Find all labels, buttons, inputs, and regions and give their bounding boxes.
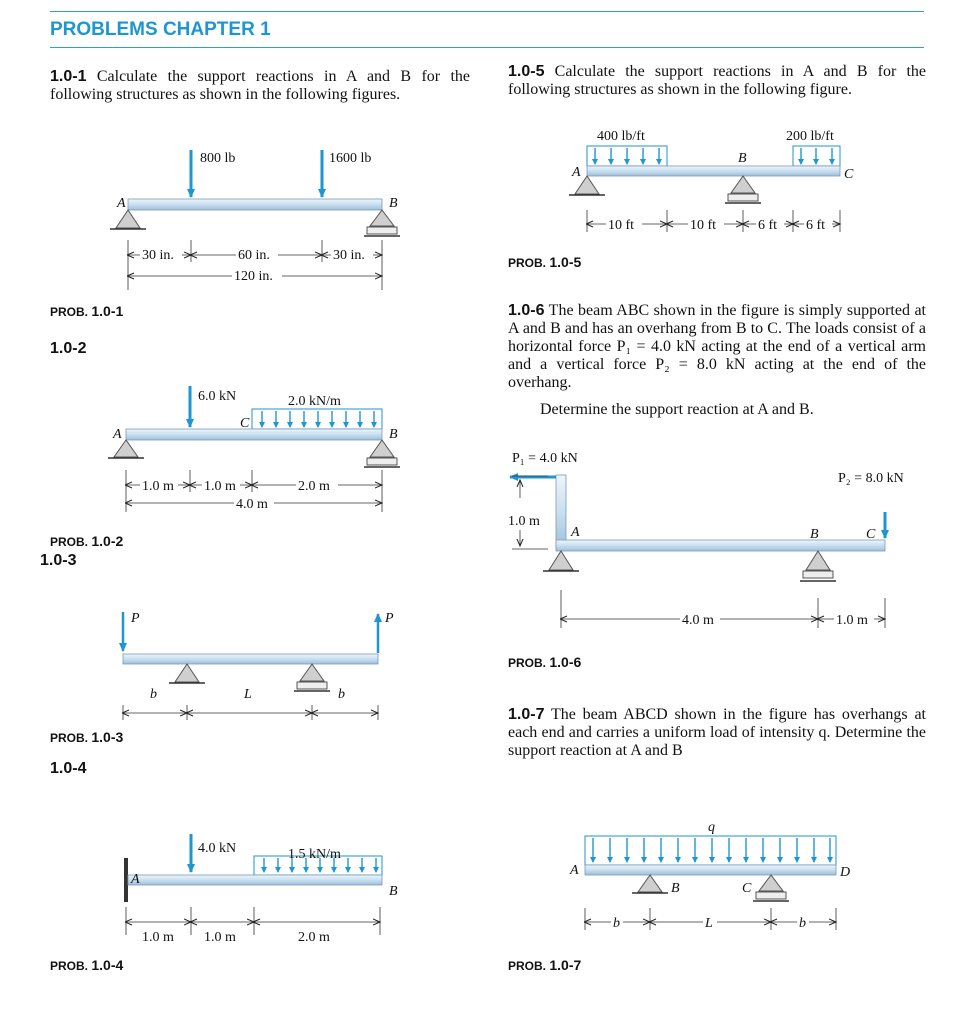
prob-prefix: PROB.: [508, 959, 547, 973]
dimension-label: 120 in.: [234, 269, 273, 284]
distributed-load-arrows: [262, 411, 374, 427]
beam: [123, 654, 378, 664]
roller-support-icon: [759, 875, 783, 891]
dimension-label: 30 in.: [142, 248, 174, 263]
dimension-label: L: [244, 687, 252, 702]
dimension-label: 2.0 m: [298, 930, 330, 945]
prob-prefix: PROB.: [50, 535, 89, 549]
problem-number: 1.0-5: [508, 63, 545, 80]
distributed-load-label: q: [708, 820, 715, 835]
point-label-C: C: [742, 881, 752, 896]
section-number-1-0-3: 1.0-3: [40, 552, 77, 569]
problem-number: 1.0-6: [508, 302, 545, 319]
problem-number: 1.0-7: [508, 706, 545, 723]
prob-number: 1.0-6: [549, 654, 582, 670]
point-label-A: A: [570, 863, 579, 878]
beam: [585, 865, 836, 875]
prob-number: 1.0-2: [91, 533, 124, 549]
beam: [128, 199, 382, 210]
load-label: 800 lb: [200, 151, 236, 166]
pin-support-icon: [175, 664, 199, 682]
point-label-B: B: [738, 151, 747, 166]
dimension-label: 30 in.: [333, 248, 365, 263]
distributed-load-label: 400 lb/ft: [597, 129, 645, 144]
figure-1-0-7: [569, 820, 850, 931]
dimension-label: 10 ft: [690, 218, 717, 233]
prob-number: 1.0-5: [549, 254, 582, 270]
dimension-label: 1.0 m: [508, 514, 540, 529]
figure-1-0-5: [569, 129, 854, 233]
load-label: P₁ = 4.0 kN: [512, 451, 578, 466]
dimension-label: 4.0 m: [236, 497, 268, 512]
prob-number: 1.0-4: [91, 957, 124, 973]
page-title: PROBLEMS CHAPTER 1: [50, 19, 271, 40]
prob-number: 1.0-3: [91, 729, 124, 745]
point-label-B: B: [671, 881, 680, 896]
load-label: 1600 lb: [329, 151, 372, 166]
pin-support-icon: [549, 551, 573, 570]
point-label-C: C: [844, 167, 854, 182]
load-label: P₂ = 8.0 kN: [838, 471, 904, 486]
beam: [128, 875, 382, 885]
point-label-C: C: [240, 416, 250, 431]
dimension-label: 4.0 m: [682, 613, 714, 628]
load-label: P: [131, 611, 140, 626]
dimension-label: 2.0 m: [298, 479, 330, 494]
beam: [587, 166, 840, 176]
point-label-B: B: [389, 196, 398, 211]
dimension-label: b: [613, 916, 620, 931]
roller-support-icon: [806, 551, 830, 570]
prob-number: 1.0-7: [549, 957, 582, 973]
dimension-label: b: [799, 916, 806, 931]
point-label-A: A: [117, 196, 126, 211]
dimension-label: 60 in.: [238, 248, 270, 263]
distributed-load-label: 1.5 kN/m: [288, 847, 341, 862]
section-number-1-0-2: 1.0-2: [50, 340, 87, 357]
roller-support-icon: [731, 176, 755, 193]
dimension-label: b: [150, 687, 157, 702]
problem-statement: The beam ABC shown in the figure is simply supported at A and B and has an overhang from B to C. The loads consist of a horizontal force P₁ = 4.0 kN acting at the end of a vertical arm and a vertical force P₂ = 8.0 kN acting at the end of the overhang.: [508, 302, 926, 391]
distributed-load-label: 2.0 kN/m: [288, 394, 341, 409]
point-label-B: B: [389, 427, 398, 442]
roller-support-icon: [370, 440, 394, 457]
problem-statement: Calculate the support reactions in A and B for the following structures as shown in the following figure.: [508, 63, 927, 98]
figure-1-0-1: [110, 150, 400, 290]
dimension-label: 1.0 m: [204, 479, 236, 494]
dimension-label: 10 ft: [608, 218, 635, 233]
load-label: 4.0 kN: [198, 841, 237, 856]
distributed-load-box: [252, 409, 382, 429]
pin-support-icon: [114, 440, 138, 457]
roller-support-icon: [300, 664, 324, 681]
point-label-A: A: [131, 872, 140, 887]
load-label: 6.0 kN: [198, 389, 237, 404]
dimension-label: 1.0 m: [204, 930, 236, 945]
vertical-arm: [556, 475, 566, 549]
pin-support-icon: [638, 875, 662, 892]
point-label-B: B: [810, 527, 819, 542]
problem-1-0-6-instruction: Determine the support reaction at A and B.: [540, 401, 814, 418]
figure-1-0-3: [123, 611, 394, 720]
distributed-load-label: 200 lb/ft: [786, 129, 834, 144]
point-label-A: A: [572, 165, 581, 180]
dimension-label: L: [705, 916, 713, 931]
problem-number: 1.0-1: [50, 68, 87, 85]
prob-number: 1.0-1: [91, 303, 124, 319]
prob-prefix: PROB.: [50, 305, 89, 319]
fixed-wall-icon: [124, 858, 128, 902]
point-label-B: B: [389, 884, 398, 899]
figure-1-0-4: [124, 834, 398, 945]
beam: [556, 540, 885, 551]
roller-support-icon: [370, 210, 394, 226]
problem-statement: Calculate the support reactions in A and B for the following structures as shown in the following figures.: [50, 68, 471, 103]
dimension-label: 1.0 m: [142, 479, 174, 494]
dimension-label: 6 ft: [806, 218, 826, 233]
pin-support-icon: [116, 210, 140, 228]
prob-prefix: PROB.: [508, 256, 547, 270]
prob-prefix: PROB.: [50, 959, 89, 973]
point-label-D: D: [840, 865, 851, 880]
point-label-A: A: [571, 525, 580, 540]
prob-prefix: PROB.: [50, 731, 89, 745]
prob-prefix: PROB.: [508, 656, 547, 670]
distributed-load-box: [585, 836, 836, 865]
problem-statement: The beam ABCD shown in the figure has overhangs at each end and carries a uniform load of intensity q. Determine the support reaction at A and B: [508, 706, 927, 759]
dimension-label: 1.0 m: [836, 613, 868, 628]
figure-1-0-2: [108, 386, 400, 512]
section-number-1-0-4: 1.0-4: [50, 760, 87, 777]
point-label-A: A: [113, 427, 122, 442]
roller-base: [367, 227, 397, 234]
dimension-label: 1.0 m: [142, 930, 174, 945]
load-label: P: [385, 611, 394, 626]
dimension-label: b: [338, 687, 345, 702]
point-label-C: C: [866, 527, 876, 542]
figure-1-0-6: [508, 451, 904, 628]
beam: [126, 429, 382, 440]
dimension-label: 6 ft: [758, 218, 778, 233]
